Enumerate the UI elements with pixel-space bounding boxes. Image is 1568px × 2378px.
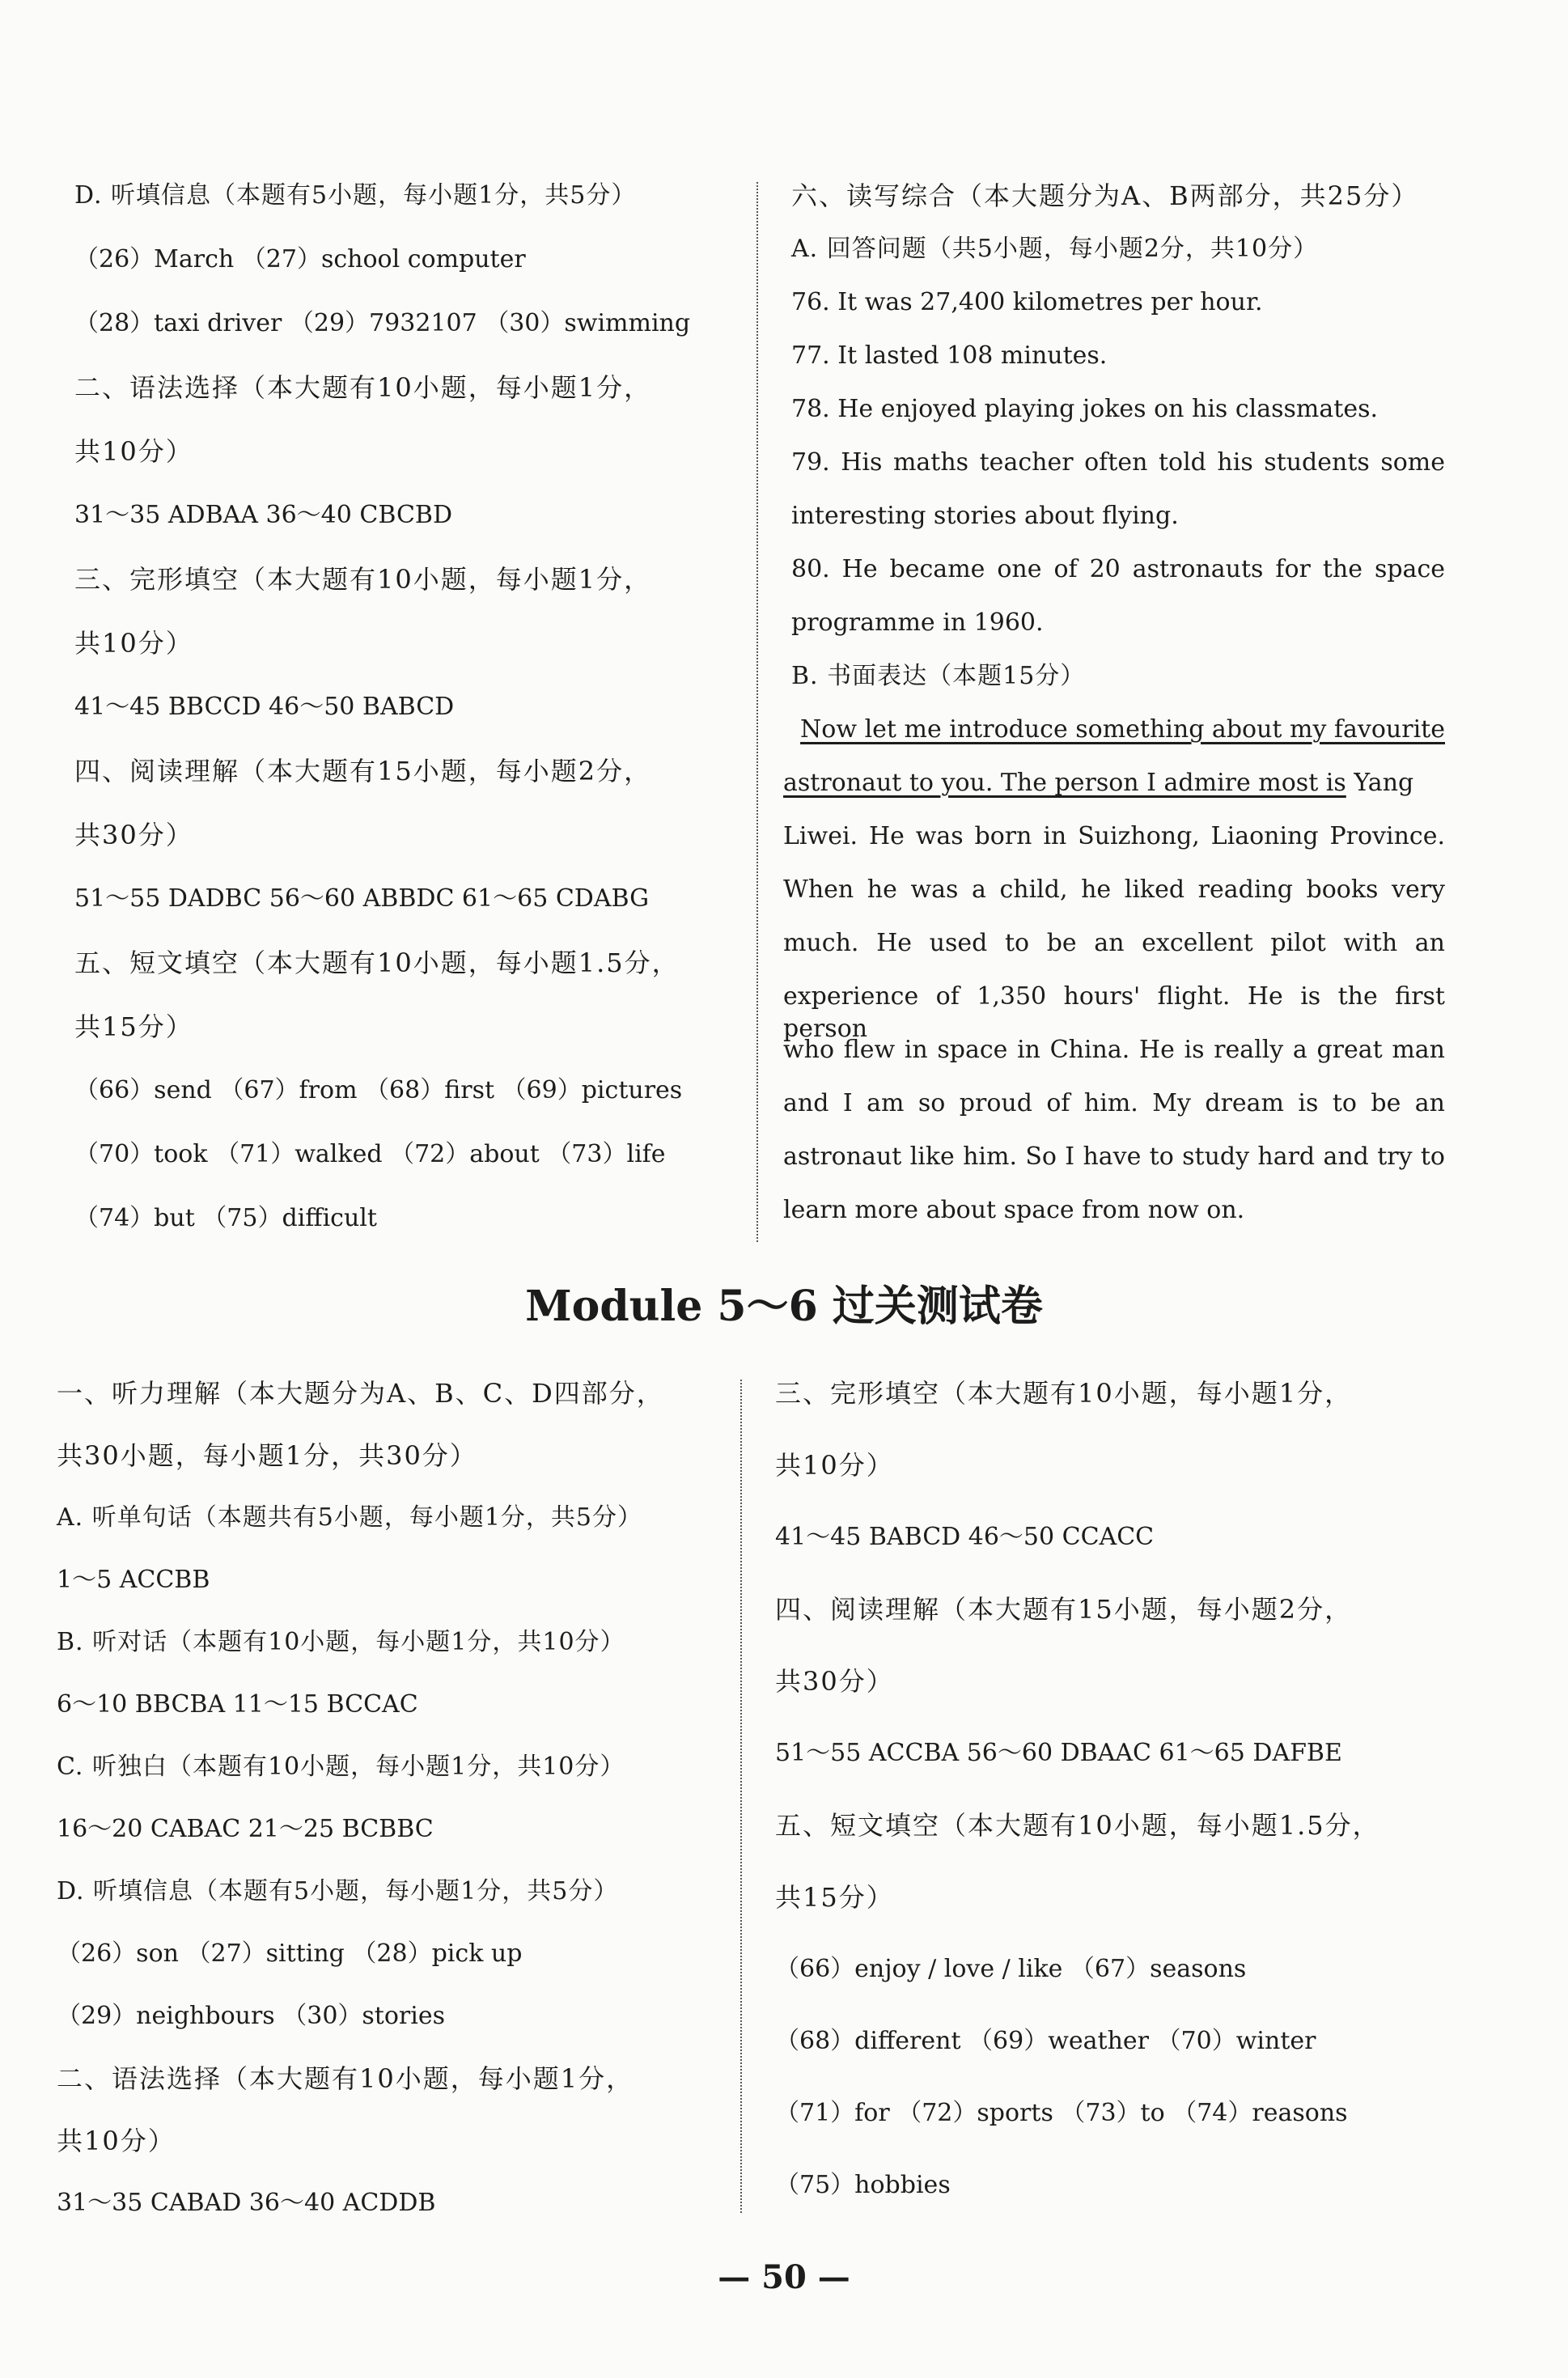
answer-line: （29）neighbours （30）stories <box>57 2002 445 2030</box>
answer-line: （74）but （75）difficult <box>74 1204 377 1232</box>
answer-line: （68）different （69）weather （70）winter <box>775 2027 1316 2055</box>
answer-line: 77. It lasted 108 minutes. <box>791 341 1108 370</box>
answer-line: A. 听单句话（本题共有5小题，每小题1分，共5分） <box>57 1503 642 1532</box>
answer-line: 6～10 BBCBA 11～15 BCCAC <box>57 1690 418 1719</box>
answer-line: 80. He became one of 20 astronauts for the space <box>791 555 1445 583</box>
answer-line: 共15分） <box>74 1011 193 1042</box>
essay-underlined-text: Now let me introduce something about my favourite <box>800 715 1445 744</box>
answer-line: 四、阅读理解（本大题有15小题，每小题2分， <box>74 756 652 786</box>
answer-line: 41～45 BABCD 46～50 CCACC <box>775 1523 1155 1551</box>
answer-line: 16～20 CABAC 21～25 BCBBC <box>57 1815 434 1843</box>
answer-line: 31～35 CABAD 36～40 ACDDB <box>57 2189 436 2217</box>
essay-line: experience of 1,350 hours' flight. He is the first person <box>783 982 1445 1043</box>
essay-text: Yang <box>1346 769 1414 797</box>
page-number: — 50 — <box>718 2258 850 2296</box>
essay-line <box>783 714 1445 746</box>
answer-line: D. 听填信息（本题有5小题，每小题1分，共5分） <box>57 1877 619 1905</box>
answer-line: 76. It was 27,400 kilometres per hour. <box>791 288 1263 316</box>
essay-line <box>783 767 1445 799</box>
answer-line: 共30小题，每小题1分，共30分） <box>57 1440 477 1471</box>
answer-line: 一、听力理解（本大题分为A、B、C、D四部分， <box>57 1378 664 1409</box>
answer-line: 51～55 ACCBA 56～60 DBAAC 61～65 DAFBE <box>775 1739 1342 1767</box>
answer-line: 1～5 ACCBB <box>57 1566 210 1594</box>
answer-line: D. 听填信息（本题有5小题，每小题1分，共5分） <box>74 181 637 210</box>
answer-line: （26）son （27）sitting （28）pick up <box>57 1939 523 1968</box>
essay-line: and I am so proud of him. My dream is to be an <box>783 1089 1445 1117</box>
answer-line: 三、完形填空（本大题有10小题，每小题1分， <box>775 1378 1353 1409</box>
essay-line: astronaut like him. So I have to study hard and try to <box>783 1142 1445 1171</box>
essay-line: Liwei. He was born in Suizhong, Liaoning Province. <box>783 822 1445 850</box>
answer-line: （66）enjoy / love / like （67）seasons <box>775 1955 1247 1983</box>
answer-line: A. 回答问题（共5小题，每小题2分，共10分） <box>791 235 1319 263</box>
answer-line: 41～45 BBCCD 46～50 BABCD <box>74 693 455 721</box>
answer-line: 共10分） <box>775 1450 894 1481</box>
answer-line: （66）send （67）from （68）first （69）pictures <box>74 1076 683 1104</box>
answer-line: 79. His maths teacher often told his students some <box>791 448 1445 477</box>
answer-line: （70）took （71）walked （72）about （73）life <box>74 1140 666 1168</box>
answer-line: （28）taxi driver （29）7932107 （30）swimming <box>74 309 691 337</box>
answer-line: （26）March （27）school computer <box>74 245 526 273</box>
answer-line: （75）hobbies <box>775 2171 951 2199</box>
essay-line: much. He used to be an excellent pilot with an <box>783 929 1445 957</box>
column-divider-bottom <box>740 1380 742 2213</box>
answer-line: 五、短文填空（本大题有10小题，每小题1.5分， <box>74 947 680 978</box>
answer-line: 51～55 DADBC 56～60 ABBDC 61～65 CDABG <box>74 884 650 913</box>
answer-line: 六、读写综合（本大题分为A、B两部分，共25分） <box>791 180 1419 211</box>
answer-line: 四、阅读理解（本大题有15小题，每小题2分， <box>775 1594 1353 1625</box>
answer-line: C. 听独白（本题有10小题，每小题1分，共10分） <box>57 1753 625 1781</box>
essay-line: who flew in space in China. He is really a great man <box>783 1036 1445 1064</box>
answer-line: 二、语法选择（本大题有10小题，每小题1分， <box>74 372 652 403</box>
answer-line: 78. He enjoyed playing jokes on his classmates. <box>791 395 1379 423</box>
column-divider-top <box>756 182 758 1242</box>
essay-underlined-text: astronaut to you. The person I admire most is <box>783 769 1346 797</box>
answer-line: 共15分） <box>775 1882 894 1913</box>
answer-line: 共30分） <box>74 820 193 850</box>
answer-line: 共10分） <box>57 2126 176 2156</box>
answer-line: 二、语法选择（本大题有10小题，每小题1分， <box>57 2063 634 2094</box>
answer-line: programme in 1960. <box>791 608 1044 637</box>
answer-line: B. 听对话（本题有10小题，每小题1分，共10分） <box>57 1628 625 1656</box>
essay-line: learn more about space from now on. <box>783 1196 1245 1224</box>
answer-line: 五、短文填空（本大题有10小题，每小题1.5分， <box>775 1810 1380 1841</box>
module-title: Module 5～6 过关测试卷 <box>525 1282 1043 1331</box>
answer-line: （71）for （72）sports （73）to （74）reasons <box>775 2099 1348 2127</box>
answer-line: 共30分） <box>775 1666 894 1697</box>
essay-line: When he was a child, he liked reading books very <box>783 875 1445 904</box>
answer-line: 三、完形填空（本大题有10小题，每小题1分， <box>74 564 652 595</box>
answer-line: B. 书面表达（本题15分） <box>791 662 1086 690</box>
answer-line: interesting stories about flying. <box>791 502 1179 530</box>
answer-line: 31～35 ADBAA 36～40 CBCBD <box>74 501 453 529</box>
answer-line: 共10分） <box>74 628 193 659</box>
answer-line: 共10分） <box>74 436 193 467</box>
